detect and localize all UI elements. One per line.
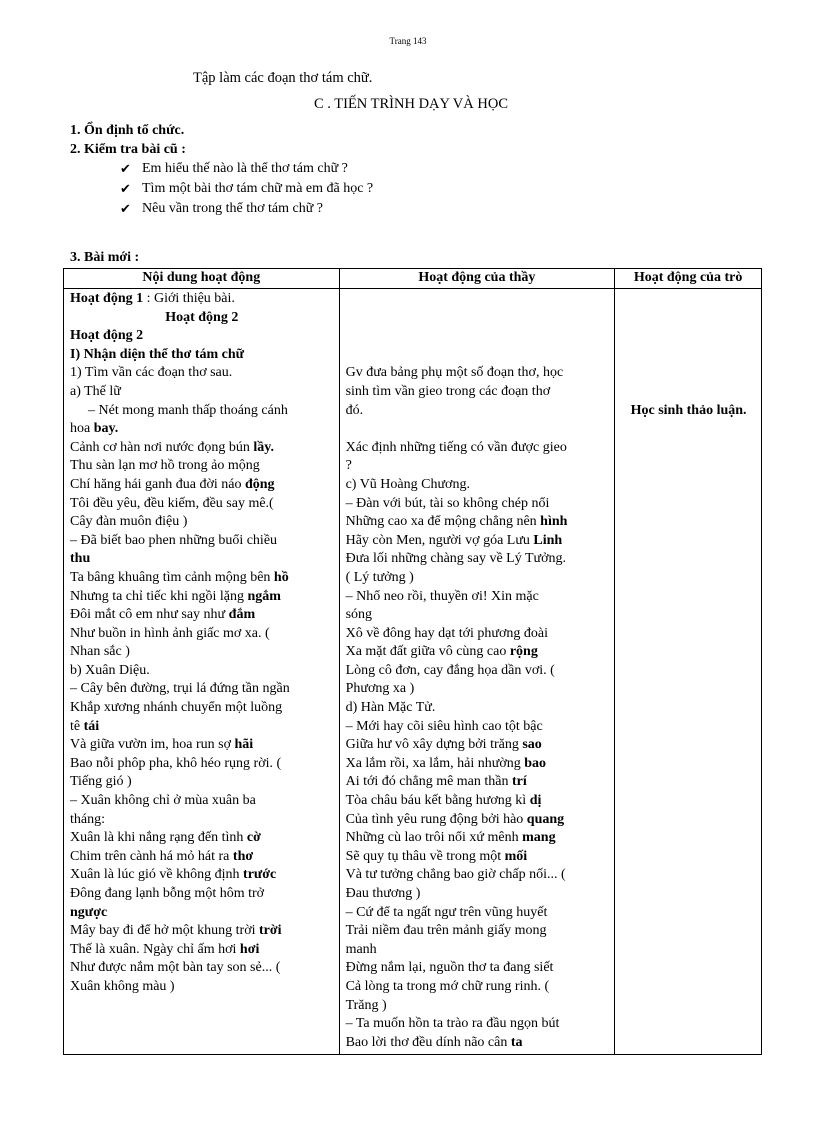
- text-line: Nhan sắc ): [70, 644, 130, 660]
- text-line: ?: [345, 458, 352, 474]
- text-line: thu: [70, 551, 91, 567]
- spacer: [346, 309, 610, 328]
- text-line: ( Lý tưởng ): [345, 569, 414, 585]
- text-line: Tòa châu báu kết bằng hương kì dị: [345, 793, 542, 809]
- text-line: Bao lời thơ đều dính não cân ta: [345, 1034, 523, 1050]
- text-line: [346, 420, 610, 439]
- text-line: Đông đang lạnh bỗng một hôm trở: [70, 886, 265, 901]
- text-line: Cả lòng ta trong mớ chữ rung rinh. (: [345, 978, 550, 994]
- text-line: – Ta muốn hồn ta trào ra đầu ngọn bút: [345, 1016, 560, 1032]
- content-cell: [64, 289, 340, 1055]
- header-teacher: Hoạt động của thầy: [339, 269, 615, 289]
- text-line: Xuân không màu ): [70, 978, 175, 994]
- step-review: 2. Kiểm tra bài cũ :: [70, 142, 186, 157]
- text-line: Cây đàn muôn điệu ): [70, 514, 188, 530]
- text-line: Hãy còn Men, người vợ góa Lưu Linh: [345, 532, 563, 548]
- text-line: Tiếng gió ): [70, 774, 132, 790]
- text-line: Xa lắm rồi, xa lắm, hải nhường bao: [345, 755, 547, 771]
- text-line: Trải niềm đau trên mảnh giấy mong: [345, 923, 547, 939]
- text-line: – Cứ để ta ngất ngư trên vũng huyết: [345, 904, 548, 920]
- activity-1-line: Hoạt động 1 : Giới thiệu bài.: [70, 291, 235, 306]
- text-line: d) Hàn Mặc Tử.: [345, 700, 436, 716]
- spacer: [346, 327, 610, 346]
- text-line: a) Thế lữ: [70, 383, 121, 399]
- text-line: Như được nắm một bàn tay son sẻ... (: [70, 960, 281, 976]
- text-line: Chí hăng hái ganh đua đời náo động: [70, 476, 275, 492]
- text-line: Và giữa vườn im, hoa run sợ hãi: [70, 737, 254, 753]
- text-line: Hoạt động 2: [165, 309, 239, 325]
- text-line: hoa bay.: [70, 421, 119, 437]
- text-line: Xuân là khi nắng rạng đến tình cờ: [70, 830, 261, 846]
- text-line: Như buồn in hình ảnh giấc mơ xa. (: [70, 625, 270, 641]
- text-line: Lòng cô đơn, cay đắng họa dần vơi. (: [345, 662, 555, 678]
- text-line: Những cù lao trôi nổi xứ mênh mang: [345, 830, 556, 846]
- spacer: [346, 290, 610, 309]
- student-cell: [615, 289, 762, 1055]
- text-line: 1) Tìm vần các đoạn thơ sau.: [70, 365, 233, 381]
- step-new-lesson: 3. Bài mới :: [70, 250, 140, 265]
- text-line: Của tình yêu rung động bởi hào quang: [345, 811, 565, 827]
- spacer: [346, 346, 610, 365]
- text-line: – Mới hay cõi siêu hình cao tột bậc: [345, 718, 543, 734]
- text-line: Chim trên cành há mỏ hát ra thơ: [70, 848, 254, 864]
- text-line: c) Vũ Hoàng Chương.: [345, 476, 470, 492]
- activity-table: [63, 268, 762, 1055]
- table-row: [64, 289, 762, 1055]
- text-line: Đau thương ): [345, 886, 421, 901]
- text-line: ngược: [70, 904, 108, 920]
- review-questions: [120, 159, 373, 219]
- text-line: Ta bâng khuâng tìm cảnh mộng bên hồ: [70, 569, 289, 585]
- text-line: Khắp xương nhánh chuyển một luồng: [70, 700, 283, 716]
- header-student: Hoạt động của trò: [615, 269, 762, 289]
- text-line: Bao nỗi phôp pha, khô héo rụng rời. (: [70, 755, 282, 771]
- text-line: Mây bay đi để hở một khung trời trời: [70, 923, 282, 939]
- text-line: – Xuân không chỉ ở mùa xuân ba: [70, 793, 256, 809]
- text-line: Và tư tưởng chẳng bao giờ chấp nối... (: [345, 867, 566, 883]
- checkmark-icon: ✔: [120, 201, 131, 216]
- text-line: Sẽ quy tụ thâu về trong một mối: [345, 848, 528, 864]
- text-line: tê tái: [70, 718, 100, 734]
- checkmark-icon: ✔: [120, 161, 131, 176]
- text-line: – Đã biết bao phen những buổi chiều: [70, 532, 278, 548]
- text-line: Gv đưa bảng phụ một số đoạn thơ, học: [345, 365, 564, 381]
- text-line: Xác định những tiếng có vần được gieo: [345, 439, 567, 455]
- text-line: đó.: [345, 402, 364, 418]
- text-line: Cảnh cơ hàn nơi nước đọng bún lầy.: [70, 439, 275, 455]
- text-line: sinh tìm vần gieo trong các đoạn thơ: [345, 383, 551, 399]
- text-line: Phương xa ): [345, 681, 415, 697]
- intro-line: Tập làm các đoạn thơ tám chữ.: [193, 70, 373, 86]
- text-line: b) Xuân Diệu.: [70, 662, 150, 678]
- text-line: Ai tới đó chẳng mê man thần trí: [345, 774, 527, 790]
- text-line: Nhưng ta chỉ tiếc khi ngồi lặng ngắm: [70, 588, 281, 604]
- text-line: tháng:: [70, 811, 105, 827]
- text-line: Đừng nắm lại, nguồn thơ ta đang siết: [345, 960, 554, 976]
- text-line: Trăng ): [345, 997, 387, 1013]
- text-line: Xô về đông hay dạt tới phương đoài: [345, 625, 548, 641]
- table-header-row: [64, 269, 762, 289]
- text-line: Đưa lối những chàng say về Lý Tưởng.: [345, 551, 567, 567]
- review-question: ✔ Em hiểu thế nào là thể thơ tám chữ ?: [120, 159, 373, 179]
- page-number: Trang 143: [389, 36, 427, 46]
- text-line: Đôi mắt cô em như say như đắm: [70, 607, 256, 623]
- text-line: Thế là xuân. Ngày chỉ ấm hơi hơi: [70, 941, 260, 957]
- text-line: Thu sàn lạn mơ hồ trong ảo mộng: [70, 458, 260, 474]
- text-line: – Cây bên đường, trụi lá đứng tần ngần: [70, 681, 290, 697]
- review-question: ✔ Tìm một bài thơ tám chữ mà em đã học ?: [120, 179, 373, 199]
- text-line: Xa mặt đất giữa vô cùng cao rộng: [345, 644, 538, 660]
- section-title: C . TIẾN TRÌNH DẠY VÀ HỌC: [313, 96, 508, 112]
- text-line: Xuân là lúc gió về không định trước: [70, 867, 277, 883]
- step-organize: 1. Ổn định tổ chức.: [70, 123, 185, 138]
- text-line: – Nét mong manh thấp thoáng cánh: [88, 402, 288, 418]
- checkmark-icon: ✔: [120, 181, 131, 196]
- text-line: I) Nhận diện thể thơ tám chữ: [70, 346, 245, 362]
- text-line: Hoạt động 2: [70, 328, 144, 344]
- header-content: Nội dung hoạt động: [64, 269, 340, 289]
- review-question: ✔ Nêu vần trong thể thơ tám chữ ?: [120, 199, 373, 219]
- text-line: sóng: [345, 607, 373, 623]
- text-line: – Đàn với bút, tài so không chép nổi: [345, 495, 550, 511]
- text-line: manh: [345, 941, 377, 957]
- student-note: Học sinh thảo luận.: [630, 402, 747, 418]
- text-line: Tôi đều yêu, đều kiếm, đều say mê.(: [70, 495, 274, 511]
- text-line: – Nhổ neo rồi, thuyền ơi! Xin mặc: [345, 588, 539, 604]
- text-line: Giữa hư vô xây dựng bởi trăng sao: [345, 737, 542, 753]
- text-line: Những cao xa để mộng chẳng nên hình: [345, 514, 568, 530]
- teacher-cell: [339, 289, 615, 1055]
